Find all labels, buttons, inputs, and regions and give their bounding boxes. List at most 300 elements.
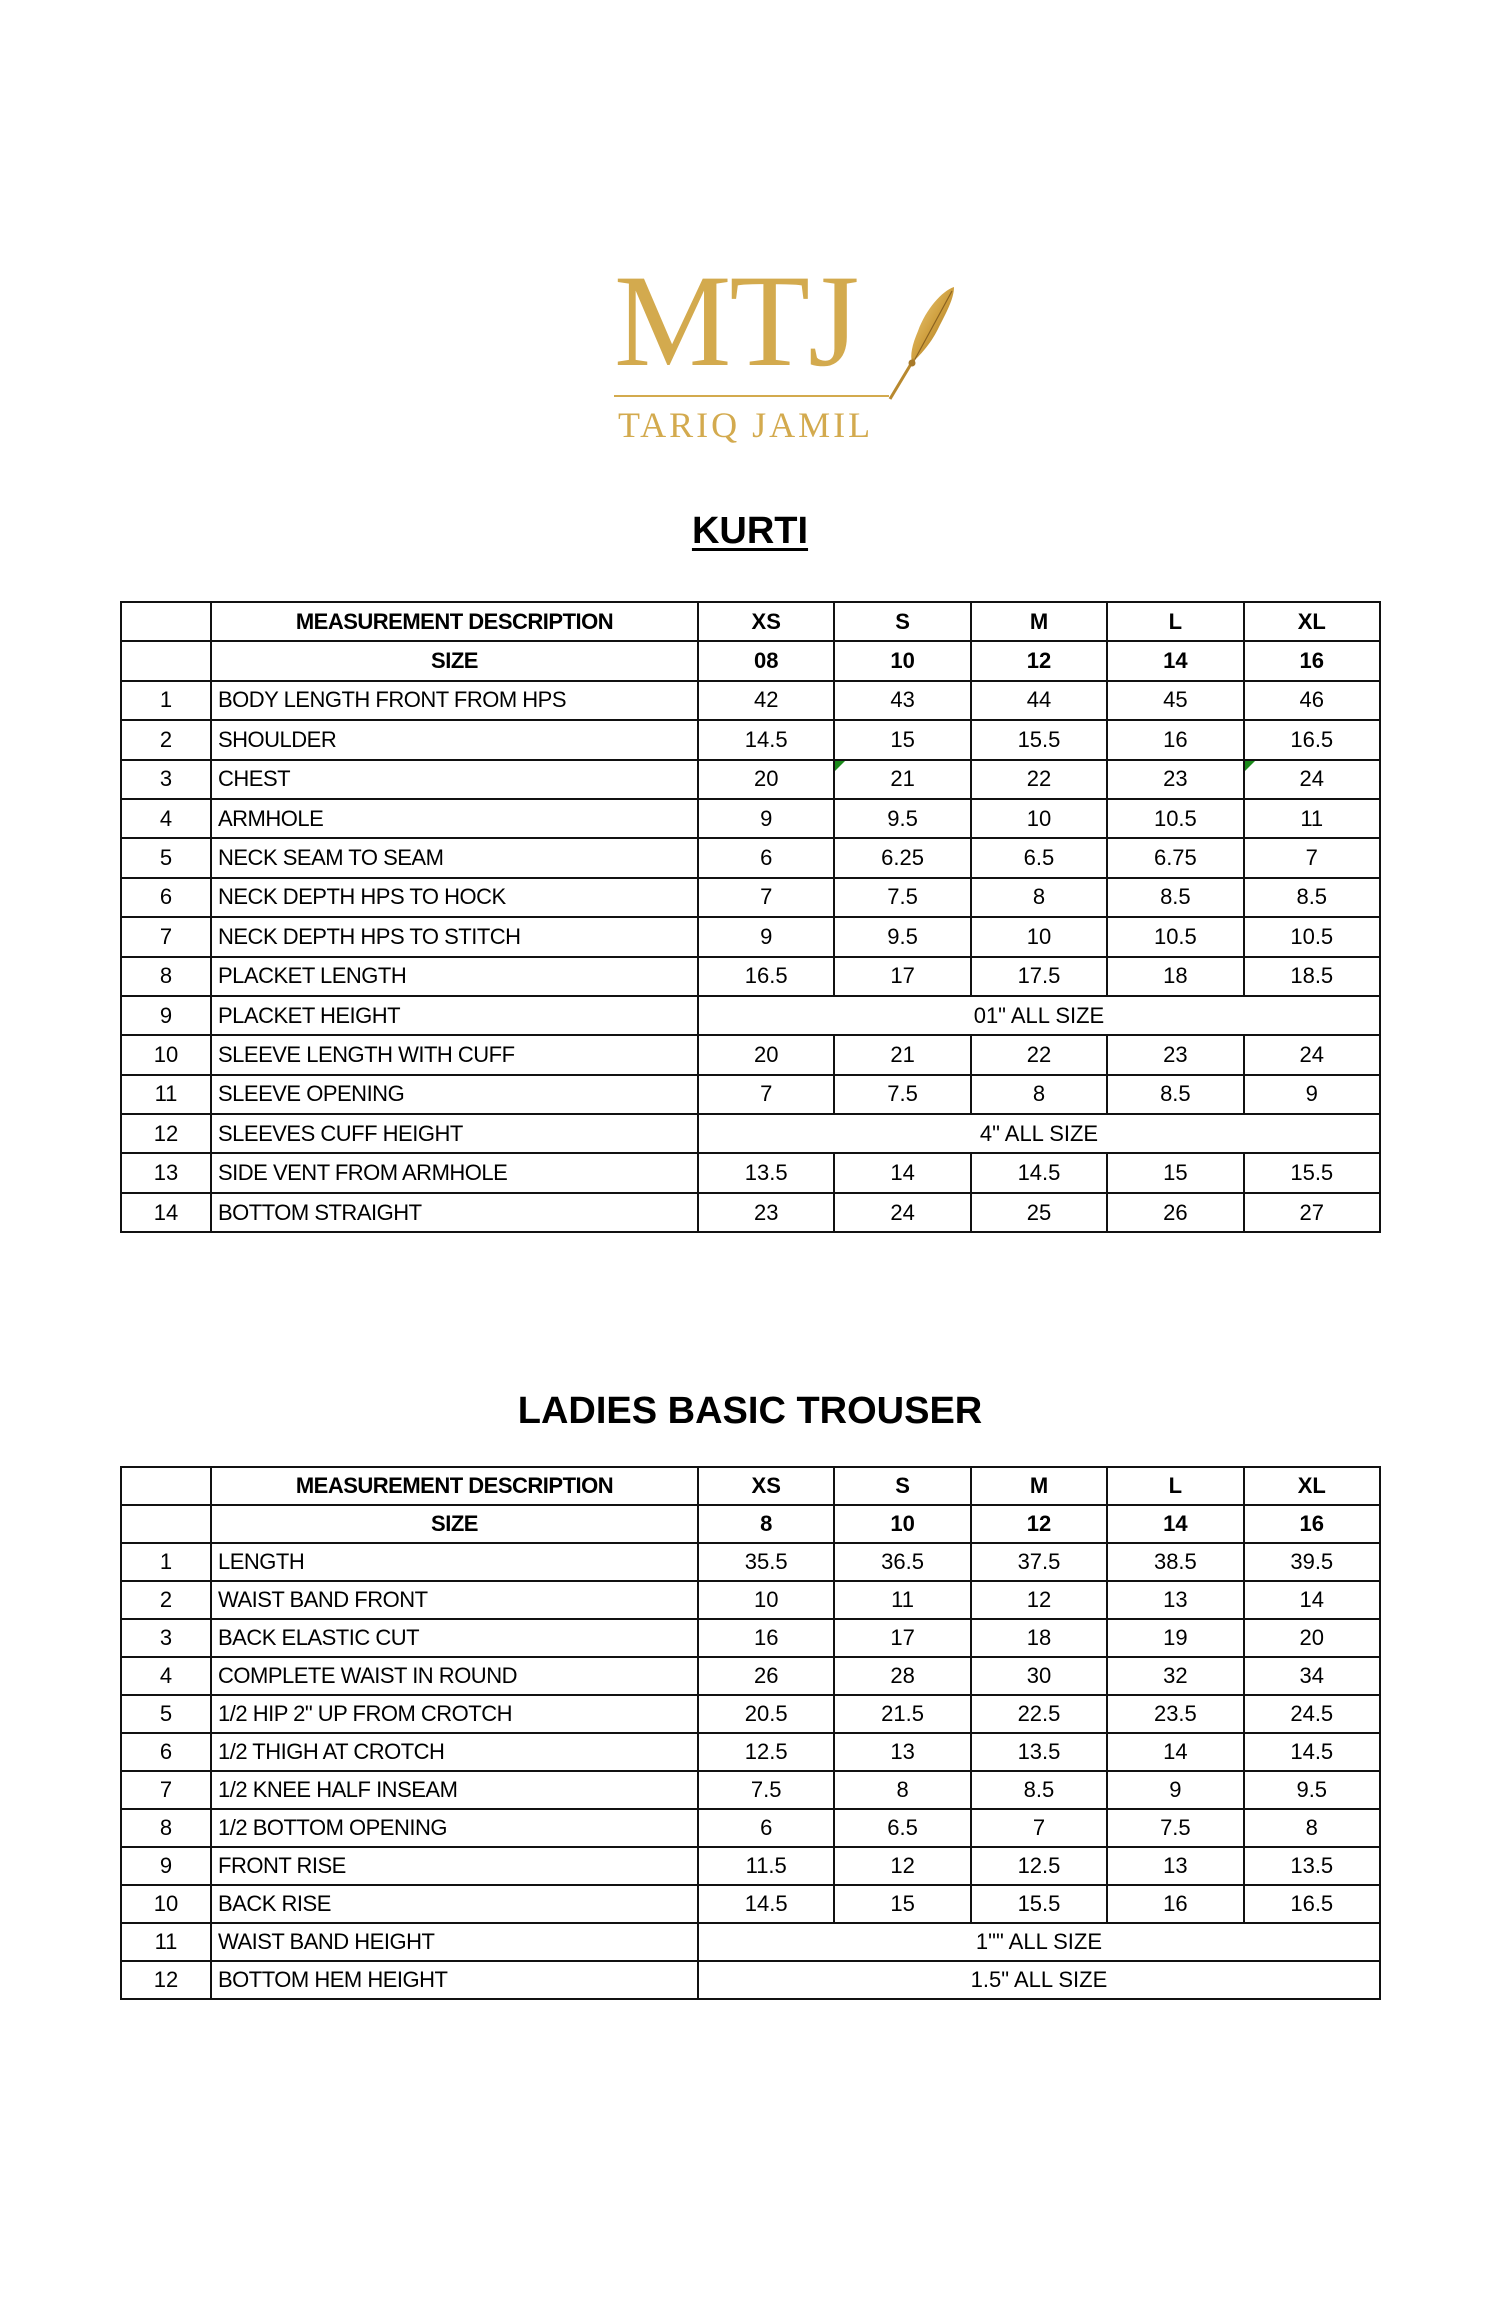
row-number: 1 [121, 681, 211, 720]
row-number: 13 [121, 1153, 211, 1192]
value-text: 23.5 [1153, 1701, 1197, 1726]
measurement-value [1244, 957, 1380, 996]
value-text: 7 [1305, 845, 1318, 871]
value-text: 6.5 [887, 1815, 918, 1840]
value-text: 15 [890, 1891, 915, 1916]
size-number-cell: 8 [698, 1505, 834, 1543]
measurement-value [971, 1075, 1107, 1114]
table-row [121, 1961, 1380, 1999]
measurement-value [971, 1847, 1107, 1885]
measurement-value [1244, 1657, 1380, 1695]
measurement-description: CHEST [211, 760, 698, 799]
header-description: MEASUREMENT DESCRIPTION [211, 602, 698, 641]
value-text: 15.5 [1017, 1891, 1061, 1916]
row-number: 12 [121, 1961, 211, 1999]
value-text: 9 [760, 923, 773, 949]
measurement-value [971, 1809, 1107, 1847]
value-text: 11 [891, 1587, 914, 1612]
measurement-value [698, 1035, 834, 1074]
row-number: 8 [121, 957, 211, 996]
measurement-description: NECK DEPTH HPS TO STITCH [211, 917, 698, 956]
value-text: 6.5 [1023, 845, 1055, 871]
measurement-value [834, 1193, 970, 1232]
value-text: 16.5 [744, 963, 788, 989]
value-text: 26 [1163, 1199, 1188, 1225]
size-number-cell: 12 [971, 641, 1107, 680]
table-row [121, 1923, 1380, 1961]
measurement-value [971, 1695, 1107, 1733]
size-label-cell: XL [1244, 602, 1380, 641]
header-row-sizes [121, 1467, 1380, 1505]
measurement-value [1107, 1075, 1243, 1114]
value-text: 20 [1299, 1625, 1324, 1650]
value-text: 10 [753, 1587, 779, 1612]
row-number: 4 [121, 799, 211, 838]
row-number: 2 [121, 1581, 211, 1619]
measurement-description: NECK DEPTH HPS TO HOCK [211, 878, 698, 917]
measurement-description: SIDE VENT FROM ARMHOLE [211, 1153, 698, 1192]
table-row [121, 681, 1380, 720]
measurement-value [698, 878, 834, 917]
measurement-value [834, 1809, 970, 1847]
measurement-value [834, 1035, 970, 1074]
cell-comment-indicator-icon[interactable] [1245, 761, 1255, 771]
measurement-description: WAIST BAND FRONT [211, 1581, 698, 1619]
kurti-size-table [120, 601, 1381, 1233]
value-text: 11.5 [745, 1853, 787, 1878]
measurement-value [971, 1619, 1107, 1657]
value-text: 30 [1026, 1663, 1052, 1688]
value-text: 13 [890, 1739, 915, 1764]
measurement-value [698, 1153, 834, 1192]
measurement-value [971, 760, 1107, 799]
value-text: 18 [1026, 1625, 1052, 1650]
table-row [121, 1153, 1380, 1192]
measurement-value [971, 1885, 1107, 1923]
measurement-value [971, 1543, 1107, 1581]
measurement-value [1107, 1193, 1243, 1232]
measurement-value [1244, 1075, 1380, 1114]
value-text: 18.5 [1290, 963, 1334, 989]
row-number: 4 [121, 1657, 211, 1695]
measurement-value [834, 720, 970, 759]
measurement-value [1107, 1153, 1243, 1192]
measurement-description: BACK ELASTIC CUT [211, 1619, 698, 1657]
value-text: 18 [1163, 963, 1188, 989]
measurement-value [971, 878, 1107, 917]
value-text: 10.5 [1153, 805, 1197, 831]
value-text: 13 [1163, 1587, 1188, 1612]
row-number: 1 [121, 1543, 211, 1581]
value-text: 7.5 [750, 1777, 782, 1802]
value-text: 13.5 [744, 1160, 788, 1186]
all-size-value: 01" ALL SIZE [698, 996, 1380, 1035]
measurement-value [698, 760, 834, 799]
value-text: 27 [1299, 1199, 1324, 1225]
measurement-description: FRONT RISE [211, 1847, 698, 1885]
measurement-value [834, 917, 970, 956]
row-number: 5 [121, 838, 211, 877]
value-text: 24 [890, 1199, 915, 1225]
value-text: 12.5 [1017, 1853, 1061, 1878]
trouser-size-table [120, 1466, 1381, 2000]
value-text: 15.5 [1017, 726, 1061, 752]
table-row [121, 760, 1380, 799]
measurement-value [1244, 1153, 1380, 1192]
value-text: 14.5 [744, 1891, 788, 1916]
size-number-cell: 08 [698, 641, 834, 680]
measurement-value [1244, 1885, 1380, 1923]
measurement-description: BODY LENGTH FRONT FROM HPS [211, 681, 698, 720]
cell-comment-indicator-icon[interactable] [835, 761, 845, 771]
measurement-value [1244, 1809, 1380, 1847]
measurement-value [698, 1581, 834, 1619]
value-text: 9 [760, 805, 773, 831]
measurement-value [1107, 720, 1243, 759]
value-text: 8 [1032, 1081, 1046, 1107]
value-text: 9 [1305, 1081, 1318, 1107]
measurement-value [834, 1847, 970, 1885]
measurement-value [1107, 681, 1243, 720]
measurement-value [698, 1193, 834, 1232]
value-text: 12.5 [744, 1739, 788, 1764]
row-number: 10 [121, 1035, 211, 1074]
measurement-description: SLEEVES CUFF HEIGHT [211, 1114, 698, 1153]
measurement-value [1107, 760, 1243, 799]
value-text: 9 [1169, 1777, 1182, 1802]
measurement-value [698, 1543, 834, 1581]
value-text: 8.5 [1296, 884, 1328, 910]
kurti-section-title [0, 510, 1500, 553]
row-number: 12 [121, 1114, 211, 1153]
table-row [121, 1771, 1380, 1809]
value-text: 12 [1026, 1587, 1052, 1612]
value-text: 16.5 [1290, 726, 1334, 752]
table-row [121, 1657, 1380, 1695]
measurement-value [971, 681, 1107, 720]
measurement-description: SLEEVE OPENING [211, 1075, 698, 1114]
measurement-value [698, 1885, 834, 1923]
value-text: 21 [890, 1041, 915, 1067]
measurement-value [1244, 1771, 1380, 1809]
value-text: 16 [753, 1625, 779, 1650]
measurement-description: NECK SEAM TO SEAM [211, 838, 698, 877]
trouser-section-title: LADIES BASIC TROUSER [517, 1390, 983, 1432]
all-size-value: 1"" ALL SIZE [698, 1923, 1380, 1961]
measurement-value [1107, 1035, 1243, 1074]
measurement-value [1244, 1733, 1380, 1771]
table-row [121, 838, 1380, 877]
size-number-cell: 16 [1244, 1505, 1380, 1543]
row-number: 10 [121, 1885, 211, 1923]
measurement-value [1107, 1847, 1243, 1885]
value-text: 14 [1163, 1739, 1188, 1764]
measurement-value [834, 1581, 970, 1619]
value-text: 15.5 [1290, 1160, 1334, 1186]
measurement-value [698, 1657, 834, 1695]
value-text: 12 [890, 1853, 915, 1878]
value-text: 24.5 [1290, 1701, 1334, 1726]
value-text: 10 [1026, 805, 1052, 831]
measurement-value [971, 957, 1107, 996]
value-text: 45 [1163, 687, 1188, 713]
value-text: 15 [890, 726, 915, 752]
size-label-cell: XL [1244, 1467, 1380, 1505]
value-text: 16.5 [1290, 1891, 1334, 1916]
table-row [121, 1847, 1380, 1885]
size-label-cell: L [1107, 602, 1243, 641]
measurement-description: SHOULDER [211, 720, 698, 759]
row-number: 3 [121, 760, 211, 799]
value-text: 46 [1299, 687, 1324, 713]
measurement-value [971, 917, 1107, 956]
value-text: 16 [1163, 726, 1188, 752]
measurement-value [834, 681, 970, 720]
table-row [121, 799, 1380, 838]
measurement-value [1107, 1619, 1243, 1657]
value-text: 20 [753, 766, 779, 792]
measurement-value [698, 838, 834, 877]
value-text: 34 [1299, 1663, 1324, 1688]
size-label-cell: XS [698, 602, 834, 641]
value-text: 10.5 [1290, 923, 1334, 949]
measurement-description: BOTTOM HEM HEIGHT [211, 1961, 698, 1999]
value-text: 14 [890, 1160, 915, 1186]
measurement-value [1107, 1733, 1243, 1771]
row-number: 14 [121, 1193, 211, 1232]
table-row [121, 996, 1380, 1035]
value-text: 35.5 [744, 1549, 788, 1574]
table-row [121, 1885, 1380, 1923]
table-row [121, 1619, 1380, 1657]
row-number: 2 [121, 720, 211, 759]
table-row [121, 1075, 1380, 1114]
measurement-value [1244, 760, 1380, 799]
value-text: 9.5 [1296, 1777, 1328, 1802]
value-text: 23 [1163, 1041, 1188, 1067]
measurement-value [971, 720, 1107, 759]
header-size-label: SIZE [211, 641, 698, 680]
row-number: 9 [121, 996, 211, 1035]
row-number: 5 [121, 1695, 211, 1733]
value-text: 14.5 [1017, 1160, 1061, 1186]
value-text: 16 [1163, 1891, 1188, 1916]
table-row [121, 1581, 1380, 1619]
value-text: 10.5 [1153, 923, 1197, 949]
measurement-description: LENGTH [211, 1543, 698, 1581]
measurement-value [834, 1619, 970, 1657]
measurement-description: 1/2 THIGH AT CROTCH [211, 1733, 698, 1771]
measurement-description: ARMHOLE [211, 799, 698, 838]
value-text: 23 [1163, 766, 1188, 792]
header-row-size-numbers [121, 641, 1380, 680]
value-text: 25 [1026, 1199, 1052, 1225]
size-number-cell: 16 [1244, 641, 1380, 680]
measurement-value [1244, 878, 1380, 917]
quill-feather-icon [882, 283, 962, 403]
measurement-value [834, 1153, 970, 1192]
value-text: 32 [1163, 1663, 1188, 1688]
measurement-value [698, 1075, 834, 1114]
value-text: 6 [760, 1815, 773, 1840]
measurement-value [834, 1543, 970, 1581]
table-row [121, 720, 1380, 759]
row-number: 8 [121, 1809, 211, 1847]
measurement-value [1107, 838, 1243, 877]
size-number-cell: 10 [834, 641, 970, 680]
measurement-value [1244, 1543, 1380, 1581]
value-text: 8.5 [1160, 884, 1191, 910]
value-text: 22.5 [1017, 1701, 1061, 1726]
measurement-value [1244, 681, 1380, 720]
row-number: 6 [121, 1733, 211, 1771]
size-number-cell: 14 [1107, 641, 1243, 680]
measurement-value [1107, 1809, 1243, 1847]
value-text: 7 [760, 1081, 773, 1107]
value-text: 9.5 [887, 805, 918, 831]
measurement-value [1244, 799, 1380, 838]
measurement-value [698, 917, 834, 956]
kurti-title-text: KURTI [691, 510, 809, 552]
value-text: 7.5 [887, 1081, 918, 1107]
value-text: 21.5 [881, 1701, 924, 1726]
all-size-value: 4" ALL SIZE [698, 1114, 1380, 1153]
value-text: 8 [1305, 1815, 1318, 1840]
value-text: 17.5 [1017, 963, 1061, 989]
row-number: 3 [121, 1619, 211, 1657]
size-label-cell: M [971, 602, 1107, 641]
measurement-value [971, 1035, 1107, 1074]
measurement-value [1107, 917, 1243, 956]
measurement-value [698, 1809, 834, 1847]
value-text: 43 [890, 687, 915, 713]
header-index-cell [121, 1505, 211, 1543]
value-text: 21 [890, 766, 915, 792]
measurement-value [1244, 1695, 1380, 1733]
value-text: 7.5 [887, 884, 918, 910]
measurement-value [698, 957, 834, 996]
size-number-cell: 12 [971, 1505, 1107, 1543]
value-text: 44 [1026, 687, 1052, 713]
measurement-description: PLACKET LENGTH [211, 957, 698, 996]
measurement-value [834, 878, 970, 917]
measurement-value [834, 1885, 970, 1923]
value-text: 37.5 [1017, 1549, 1061, 1574]
measurement-value [1107, 1657, 1243, 1695]
measurement-value [1107, 957, 1243, 996]
value-text: 14.5 [1290, 1739, 1334, 1764]
table-row [121, 878, 1380, 917]
value-text: 6.75 [1153, 845, 1197, 871]
value-text: 13.5 [1017, 1739, 1061, 1764]
logo-divider [614, 395, 889, 397]
measurement-value [1244, 1619, 1380, 1657]
measurement-value [971, 1657, 1107, 1695]
measurement-value [971, 838, 1107, 877]
value-text: 13 [1163, 1853, 1188, 1878]
table-row [121, 1809, 1380, 1847]
header-size-label: SIZE [211, 1505, 698, 1543]
measurement-description: WAIST BAND HEIGHT [211, 1923, 698, 1961]
value-text: 42 [753, 687, 779, 713]
table-row [121, 1543, 1380, 1581]
measurement-description: 1/2 HIP 2" UP FROM CROTCH [211, 1695, 698, 1733]
measurement-value [1107, 1543, 1243, 1581]
value-text: 15 [1163, 1160, 1188, 1186]
measurement-description: 1/2 BOTTOM OPENING [211, 1809, 698, 1847]
measurement-value [1244, 1035, 1380, 1074]
measurement-value [698, 720, 834, 759]
measurement-description: BOTTOM STRAIGHT [211, 1193, 698, 1232]
value-text: 7 [1032, 1815, 1046, 1840]
table-row [121, 917, 1380, 956]
value-text: 19 [1163, 1625, 1188, 1650]
table-row [121, 1733, 1380, 1771]
row-number: 6 [121, 878, 211, 917]
measurement-value [834, 1695, 970, 1733]
table-row [121, 1193, 1380, 1232]
value-text: 14.5 [744, 726, 788, 752]
measurement-value [698, 799, 834, 838]
header-description: MEASUREMENT DESCRIPTION [211, 1467, 698, 1505]
table-row [121, 1114, 1380, 1153]
logo-brand-name: TARIQ JAMIL [618, 405, 874, 445]
value-text: 17 [890, 1625, 915, 1650]
measurement-value [834, 760, 970, 799]
value-text: 8.5 [1023, 1777, 1055, 1802]
table-row [121, 1695, 1380, 1733]
value-text: 6 [760, 845, 773, 871]
value-text: 17 [890, 963, 915, 989]
header-row-sizes [121, 602, 1380, 641]
measurement-description: SLEEVE LENGTH WITH CUFF [211, 1035, 698, 1074]
measurement-description: 1/2 KNEE HALF INSEAM [211, 1771, 698, 1809]
measurement-value [834, 1657, 970, 1695]
measurement-value [1244, 720, 1380, 759]
row-number: 7 [121, 1771, 211, 1809]
value-text: 9.5 [887, 923, 918, 949]
value-text: 13.5 [1290, 1853, 1334, 1878]
brand-logo [610, 247, 970, 455]
value-text: 20.5 [744, 1701, 788, 1726]
size-label-cell: S [834, 1467, 970, 1505]
measurement-value [1107, 1771, 1243, 1809]
value-text: 10 [1026, 923, 1052, 949]
measurement-value [834, 1771, 970, 1809]
row-number: 9 [121, 1847, 211, 1885]
value-text: 36.5 [881, 1549, 924, 1574]
header-row-size-numbers [121, 1505, 1380, 1543]
measurement-value [1244, 1581, 1380, 1619]
measurement-value [698, 1847, 834, 1885]
measurement-value [1244, 1847, 1380, 1885]
measurement-value [971, 1733, 1107, 1771]
measurement-value [698, 681, 834, 720]
measurement-value [834, 1075, 970, 1114]
size-label-cell: M [971, 1467, 1107, 1505]
value-text: 11 [1300, 805, 1324, 831]
measurement-value [834, 838, 970, 877]
value-text: 39.5 [1290, 1549, 1334, 1574]
measurement-value [971, 1771, 1107, 1809]
measurement-value [834, 957, 970, 996]
value-text: 22 [1026, 766, 1052, 792]
measurement-description: BACK RISE [211, 1885, 698, 1923]
all-size-value: 1.5" ALL SIZE [698, 1961, 1380, 1999]
measurement-value [1107, 1695, 1243, 1733]
measurement-value [698, 1733, 834, 1771]
header-index-cell [121, 641, 211, 680]
